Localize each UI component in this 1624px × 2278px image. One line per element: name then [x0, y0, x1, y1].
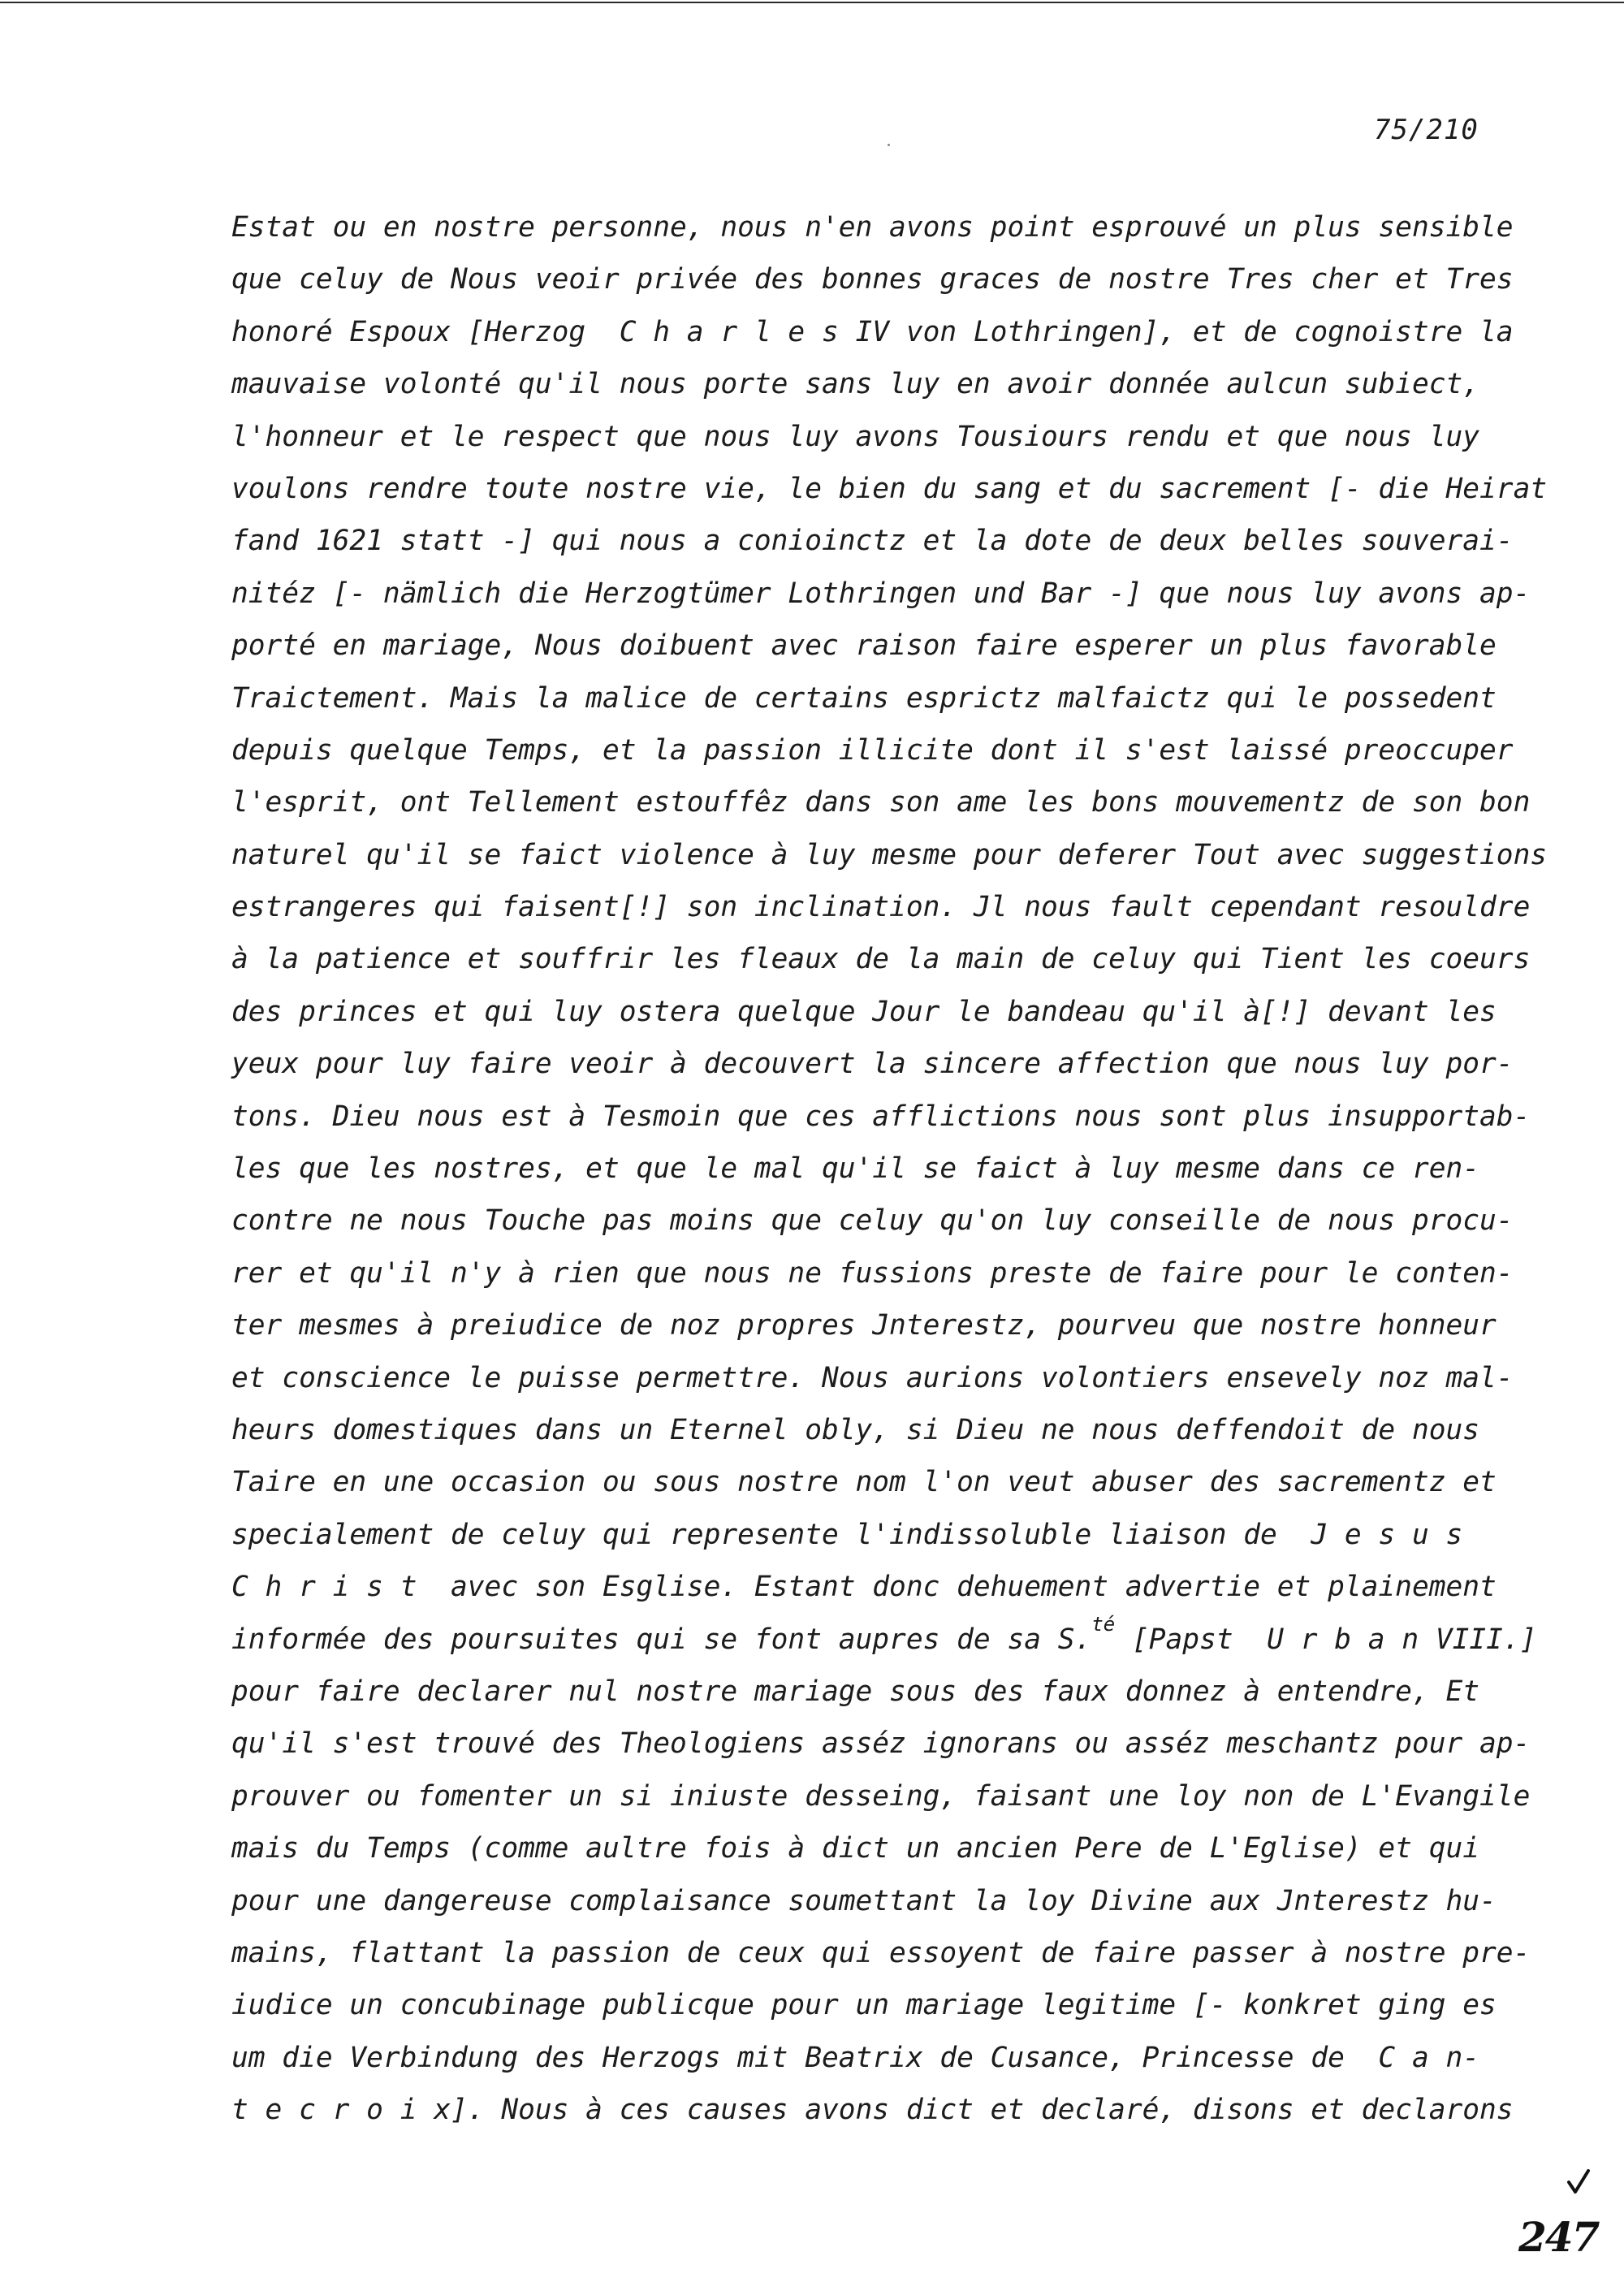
text-line: Traictement. Mais la malice de certains esprictz malfaictz qui le possedent: [231, 681, 1497, 715]
superscript-te: té: [1091, 1612, 1116, 1636]
text-line: l'honneur et le respect que nous luy avons Tousiours rendu et que nous luy: [231, 420, 1480, 453]
text-line: mais du Temps (comme aultre fois à dict un ancien Pere de L'Eglise) et qui: [231, 1832, 1480, 1865]
text-line: um die Verbindung des Herzogs mit Beatrix de Cusance, Princesse de C a n-: [231, 2041, 1480, 2074]
body-text: [231, 201, 1548, 2136]
text-line: et conscience le puisse permettre. Nous aurions volontiers ensevely noz mal-: [231, 1361, 1514, 1394]
text-line: rer et qu'il n'y à rien que nous ne fussions preste de faire pour le conten-: [231, 1256, 1514, 1290]
text-line: que celuy de Nous veoir privée des bonnes graces de nostre Tres cher et Tres: [231, 263, 1514, 296]
text-line: mains, flattant la passion de ceux qui essoyent de faire passer à nostre pre-: [231, 1936, 1531, 1969]
text-line: honoré Espoux [Herzog C h a r l e s IV von Lothringen], et de cognoistre la: [231, 315, 1514, 348]
text-line: fand 1621 statt -] qui nous a conioinctz et la dote de deux belles souverai-: [231, 525, 1514, 558]
text-line: les que les nostres, et que le mal qu'il se faict à luy mesme dans ce ren-: [231, 1152, 1480, 1186]
text-line: heurs domestiques dans un Eternel obly, si Dieu ne nous deffendoit de nous: [231, 1413, 1480, 1446]
text-line: estrangeres qui faisent[!] son inclination. Jl nous fault cependant resouldre: [231, 891, 1531, 924]
text-line: naturel qu'il se faict violence à luy mesme pour deferer Tout avec suggestions: [231, 838, 1548, 871]
text-line: voulons rendre toute nostre vie, le bien du sang et du sacrement [- die Heirat: [231, 472, 1548, 505]
text-line: yeux pour luy faire veoir à decouvert la sincere affection que nous luy por-: [231, 1048, 1514, 1081]
text-line: pour faire declarer nul nostre mariage sous des faux donnez à entendre, Et: [231, 1675, 1480, 1708]
text-line: C h r i s t avec son Esglise. Estant donc dehuement advertie et plainement: [231, 1571, 1497, 1604]
text-line: prouver ou fomenter un si iniuste desseing, faisant une loy non de L'Evangile: [231, 1779, 1531, 1813]
top-border-line: [0, 2, 1624, 3]
text-line: tons. Dieu nous est à Tesmoin que ces afflictions nous sont plus insupportab-: [231, 1100, 1531, 1133]
text-line: informée des poursuites qui se font aupres de sa S.$^{té}$ [Papst U r b a n VIII.]: [231, 1612, 1537, 1656]
text-line: Estat ou en nostre personne, nous n'en avons point esprouvé un plus sensible: [231, 211, 1514, 244]
text-line: specialement de celuy qui represente l'indissoluble liaison de J e s u s: [231, 1518, 1463, 1551]
text-line: depuis quelque Temps, et la passion illicite dont il s'est laissé preoccuper: [231, 733, 1514, 767]
text-line: nitéz [- nämlich die Herzogtümer Lothringen und Bar -] que nous luy avons ap-: [231, 577, 1531, 610]
handwritten-archive-number: 247: [1518, 2213, 1599, 2261]
text-line: à la patience et souffrir les fleaux de la main de celuy qui Tient les coeurs: [231, 943, 1531, 976]
text-line: des princes et qui luy ostera quelque Jour le bandeau qu'il à[!] devant les: [231, 995, 1497, 1028]
text-line: Taire en une occasion ou sous nostre nom l'on veut abuser des sacrementz et: [231, 1466, 1497, 1499]
text-line: iudice un concubinage publicque pour un mariage legitime [- konkret ging es: [231, 1989, 1497, 2022]
scan-speck: [888, 144, 890, 146]
text-line: l'esprit, ont Tellement estouffêz dans son ame les bons mouvementz de son bon: [231, 786, 1531, 819]
text-line: t e c r o i x]. Nous à ces causes avons dict et declaré, disons et declarons: [231, 2094, 1514, 2127]
text-line: porté en mariage, Nous doibuent avec raison faire esperer un plus favorable: [231, 629, 1497, 663]
text-line: qu'il s'est trouvé des Theologiens asséz ignorans ou asséz meschantz pour ap-: [231, 1727, 1531, 1761]
text-line: ter mesmes à preiudice de noz propres Jnterestz, pourveu que nostre honneur: [231, 1309, 1497, 1342]
text-line: pour une dangereuse complaisance soumettant la loy Divine aux Jnterestz hu-: [231, 1884, 1497, 1917]
text-line: contre ne nous Touche pas moins que celuy qu'on luy conseille de nous procu-: [231, 1204, 1514, 1238]
text-line: mauvaise volonté qu'il nous porte sans luy en avoir donnée aulcun subiect,: [231, 368, 1480, 401]
page-number: 75/210: [1374, 114, 1479, 146]
